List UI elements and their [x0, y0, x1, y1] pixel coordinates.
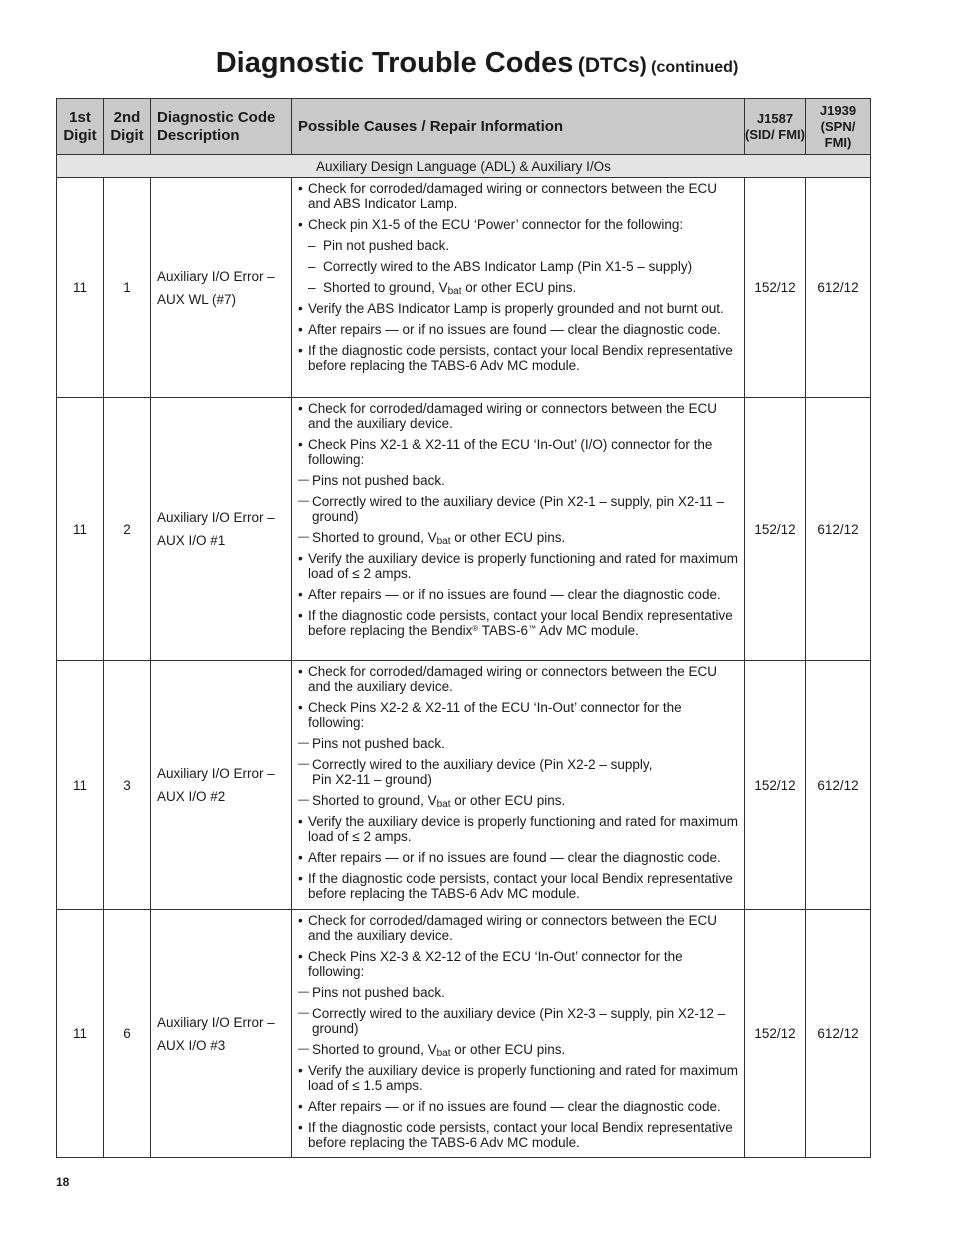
j1939-code: 612/12 [806, 398, 871, 661]
second-digit: 3 [104, 661, 151, 910]
title-dtcs: (DTCs) [577, 54, 647, 77]
cause-item: • After repairs — or if no issues are found — clear the diagnostic code. [298, 1099, 738, 1114]
cause-subitem: — Correctly wired to the auxiliary device (Pin X2-3 – supply, pin X2-12 – ground) [298, 1006, 738, 1036]
cause-item: • If the diagnostic code persists, contact your local Bendix representative before replacing the Bendix® TABS-6™ Adv MC module. [298, 608, 738, 638]
second-digit: 2 [104, 398, 151, 661]
cause-item: • Check for corroded/damaged wiring or connectors between the ECU and ABS Indicator Lamp. [298, 181, 738, 211]
description-line: AUX WL (#7) [157, 291, 237, 307]
possible-causes [292, 178, 745, 398]
code-description [151, 178, 292, 398]
cause-subitem: – Correctly wired to the ABS Indicator Lamp (Pin X1-5 – supply) [298, 259, 738, 274]
j1939-code: 612/12 [806, 178, 871, 398]
description-line: AUX I/O #2 [157, 789, 226, 804]
cause-subitem: — Shorted to ground, $V_{bat}$ or other ECU pins. [298, 1042, 738, 1057]
cause-item: • Check Pins X2-2 & X2-11 of the ECU ‘In-Out’ connector for the following: [298, 700, 738, 730]
cause-item: • After repairs — or if no issues are found — clear the diagnostic code. [298, 850, 738, 865]
cause-item: • If the diagnostic code persists, contact your local Bendix representative before replacing the TABS-6 Adv MC module. [298, 1120, 738, 1150]
page-title [0, 47, 954, 80]
cause-item: • Check for corroded/damaged wiring or connectors between the ECU and the auxiliary device. [298, 913, 738, 943]
description-line: AUX I/O #1 [157, 533, 226, 548]
cause-subitem: — Shorted to ground, $V_{bat}$ or other ECU pins. [298, 530, 738, 545]
cause-subitem: — Pins not pushed back. [298, 736, 738, 751]
table-row [57, 178, 871, 398]
second-digit: 1 [104, 178, 151, 398]
first-digit: 11 [57, 910, 104, 1158]
cause-item: • Check pin X1-5 of the ECU ‘Power’ connector for the following: [298, 217, 738, 232]
description-line: Auxiliary I/O Error – [157, 1014, 275, 1030]
dtc-table [56, 98, 871, 1158]
cause-item: • After repairs — or if no issues are found — clear the diagnostic code. [298, 587, 738, 602]
description-line: Auxiliary I/O Error – [157, 268, 275, 284]
section-label: Auxiliary Design Language (ADL) & Auxiliary I/Os [57, 155, 871, 178]
cause-item: • Check Pins X2-3 & X2-12 of the ECU ‘In-Out’ connector for the following: [298, 949, 738, 979]
header-second-digit: 2nd Digit [104, 99, 151, 155]
code-description [151, 661, 292, 910]
description-line: AUX I/O #3 [157, 1037, 226, 1053]
cause-item: • Check for corroded/damaged wiring or connectors between the ECU and the auxiliary device. [298, 401, 738, 431]
section-row [57, 155, 871, 178]
page-number: 18 [56, 1175, 70, 1189]
j1587-code: 152/12 [745, 178, 806, 398]
possible-causes [292, 661, 745, 910]
first-digit: 11 [57, 178, 104, 398]
cause-subitem: — Correctly wired to the auxiliary device (Pin X2-1 – supply, pin X2-11 – ground) [298, 494, 738, 524]
cause-subitem: — Pins not pushed back. [298, 473, 738, 488]
description-line: Auxiliary I/O Error – [157, 510, 275, 525]
cause-item: • Check Pins X2-1 & X2-11 of the ECU ‘In-Out’ (I/O) connector for the following: [298, 437, 738, 467]
possible-causes [292, 910, 745, 1158]
first-digit: 11 [57, 398, 104, 661]
cause-item: • If the diagnostic code persists, contact your local Bendix representative before replacing the TABS-6 Adv MC module. [298, 343, 738, 373]
j1587-code: 152/12 [745, 910, 806, 1158]
code-description [151, 398, 292, 661]
code-description [151, 910, 292, 1158]
cause-subitem: — Correctly wired to the auxiliary device (Pin X2-2 – supply, Pin X2-11 – ground) [298, 757, 738, 787]
table-row [57, 910, 871, 1158]
j1939-code: 612/12 [806, 661, 871, 910]
title-continued: (continued) [651, 59, 739, 76]
header-j1939: J1939 (SPN/ FMI) [806, 99, 871, 155]
first-digit: 11 [57, 661, 104, 910]
title-main: Diagnostic Trouble Codes [215, 47, 574, 79]
cause-subitem: – Shorted to ground, $V_{bat}$ or other ECU pins. [298, 280, 738, 295]
cause-subitem: – Pin not pushed back. [298, 238, 738, 253]
header-first-digit: 1st Digit [57, 99, 104, 155]
j1587-code: 152/12 [745, 661, 806, 910]
header-j1587: J1587 (SID/ FMI) [745, 99, 806, 155]
table-row [57, 661, 871, 910]
cause-item: • Verify the auxiliary device is properly functioning and rated for maximum load of ≤ 2 amps. [298, 814, 738, 844]
header-description: Diagnostic Code Description [151, 99, 292, 155]
table-row [57, 398, 871, 661]
cause-item: • Check for corroded/damaged wiring or connectors between the ECU and the auxiliary device. [298, 664, 738, 694]
cause-item: • Verify the ABS Indicator Lamp is properly grounded and not burnt out. [298, 301, 738, 316]
cause-subitem: — Pins not pushed back. [298, 985, 738, 1000]
header-causes: Possible Causes / Repair Information [292, 99, 745, 155]
j1587-code: 152/12 [745, 398, 806, 661]
cause-item: • If the diagnostic code persists, contact your local Bendix representative before replacing the TABS-6 Adv MC module. [298, 871, 738, 901]
second-digit: 6 [104, 910, 151, 1158]
cause-item: • After repairs — or if no issues are found — clear the diagnostic code. [298, 322, 738, 337]
j1939-code: 612/12 [806, 910, 871, 1158]
cause-subitem: — Shorted to ground, $V_{bat}$ or other ECU pins. [298, 793, 738, 808]
description-line: Auxiliary I/O Error – [157, 766, 275, 781]
header-row [57, 99, 871, 155]
possible-causes [292, 398, 745, 661]
cause-item: • Verify the auxiliary device is properly functioning and rated for maximum load of ≤ 1.5 amps. [298, 1063, 738, 1093]
cause-item: • Verify the auxiliary device is properly functioning and rated for maximum load of ≤ 2 amps. [298, 551, 738, 581]
